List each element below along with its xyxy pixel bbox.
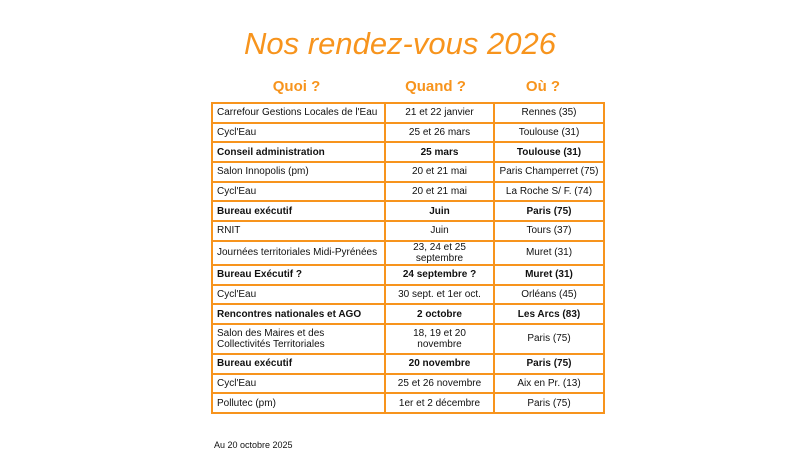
event-location: Paris Champerret (75) [494, 162, 604, 182]
table-row [212, 103, 604, 123]
update-date-note: Au 20 octobre 2025 [214, 440, 293, 450]
table-row [212, 182, 604, 202]
event-date: 23, 24 et 25 septembre [385, 241, 494, 265]
events-table [211, 102, 605, 414]
table-row [212, 142, 604, 162]
event-location: Paris (75) [494, 201, 604, 221]
column-header-when: Quand ? [405, 78, 466, 95]
table-row [212, 324, 604, 354]
event-date: 25 et 26 mars [385, 123, 494, 143]
event-name: Bureau Exécutif ? [212, 265, 385, 285]
event-name: Pollutec (pm) [212, 393, 385, 413]
event-date: 20 novembre [385, 354, 494, 374]
event-name: Salon des Maires et des Collectivités Territoriales [212, 324, 385, 354]
event-location: Paris (75) [494, 354, 604, 374]
table-row [212, 374, 604, 394]
table-row [212, 393, 604, 413]
event-location: Muret (31) [494, 265, 604, 285]
table-row [212, 354, 604, 374]
event-date: 25 mars [385, 142, 494, 162]
event-location: Les Arcs (83) [494, 304, 604, 324]
event-name: Journées territoriales Midi-Pyrénées [212, 241, 385, 265]
event-name: Salon Innopolis (pm) [212, 162, 385, 182]
event-name: Cycl'Eau [212, 123, 385, 143]
event-date: 2 octobre [385, 304, 494, 324]
event-location: Paris (75) [494, 393, 604, 413]
event-date: 20 et 21 mai [385, 182, 494, 202]
table-row [212, 265, 604, 285]
event-date: 1er et 2 décembre [385, 393, 494, 413]
event-name: Cycl'Eau [212, 374, 385, 394]
event-date: 21 et 22 janvier [385, 103, 494, 123]
event-name: Bureau exécutif [212, 354, 385, 374]
event-location: Rennes (35) [494, 103, 604, 123]
table-row [212, 162, 604, 182]
table-row [212, 123, 604, 143]
event-date: Juin [385, 201, 494, 221]
event-name: Rencontres nationales et AGO [212, 304, 385, 324]
event-date: 30 sept. et 1er oct. [385, 285, 494, 305]
table-row [212, 221, 604, 241]
table-row [212, 304, 604, 324]
event-location: La Roche S/ F. (74) [494, 182, 604, 202]
table-row [212, 241, 604, 265]
event-name: Carrefour Gestions Locales de l'Eau [212, 103, 385, 123]
event-name: Cycl'Eau [212, 285, 385, 305]
event-date: Juin [385, 221, 494, 241]
page-title: Nos rendez-vous 2026 [244, 26, 556, 61]
event-name: RNIT [212, 221, 385, 241]
event-location: Orléans (45) [494, 285, 604, 305]
event-name: Conseil administration [212, 142, 385, 162]
event-location: Toulouse (31) [494, 142, 604, 162]
event-name: Cycl'Eau [212, 182, 385, 202]
table-row [212, 201, 604, 221]
column-header-what: Quoi ? [272, 78, 321, 95]
event-name: Bureau exécutif [212, 201, 385, 221]
event-date: 20 et 21 mai [385, 162, 494, 182]
event-date: 24 septembre ? [385, 265, 494, 285]
event-date: 25 et 26 novembre [385, 374, 494, 394]
table-row [212, 285, 604, 305]
column-header-where: Où ? [525, 78, 561, 95]
event-location: Muret (31) [494, 241, 604, 265]
event-location: Aix en Pr. (13) [494, 374, 604, 394]
event-location: Tours (37) [494, 221, 604, 241]
event-location: Paris (75) [494, 324, 604, 354]
event-date: 18, 19 et 20 novembre [385, 324, 494, 354]
column-headers [211, 78, 597, 98]
event-location: Toulouse (31) [494, 123, 604, 143]
